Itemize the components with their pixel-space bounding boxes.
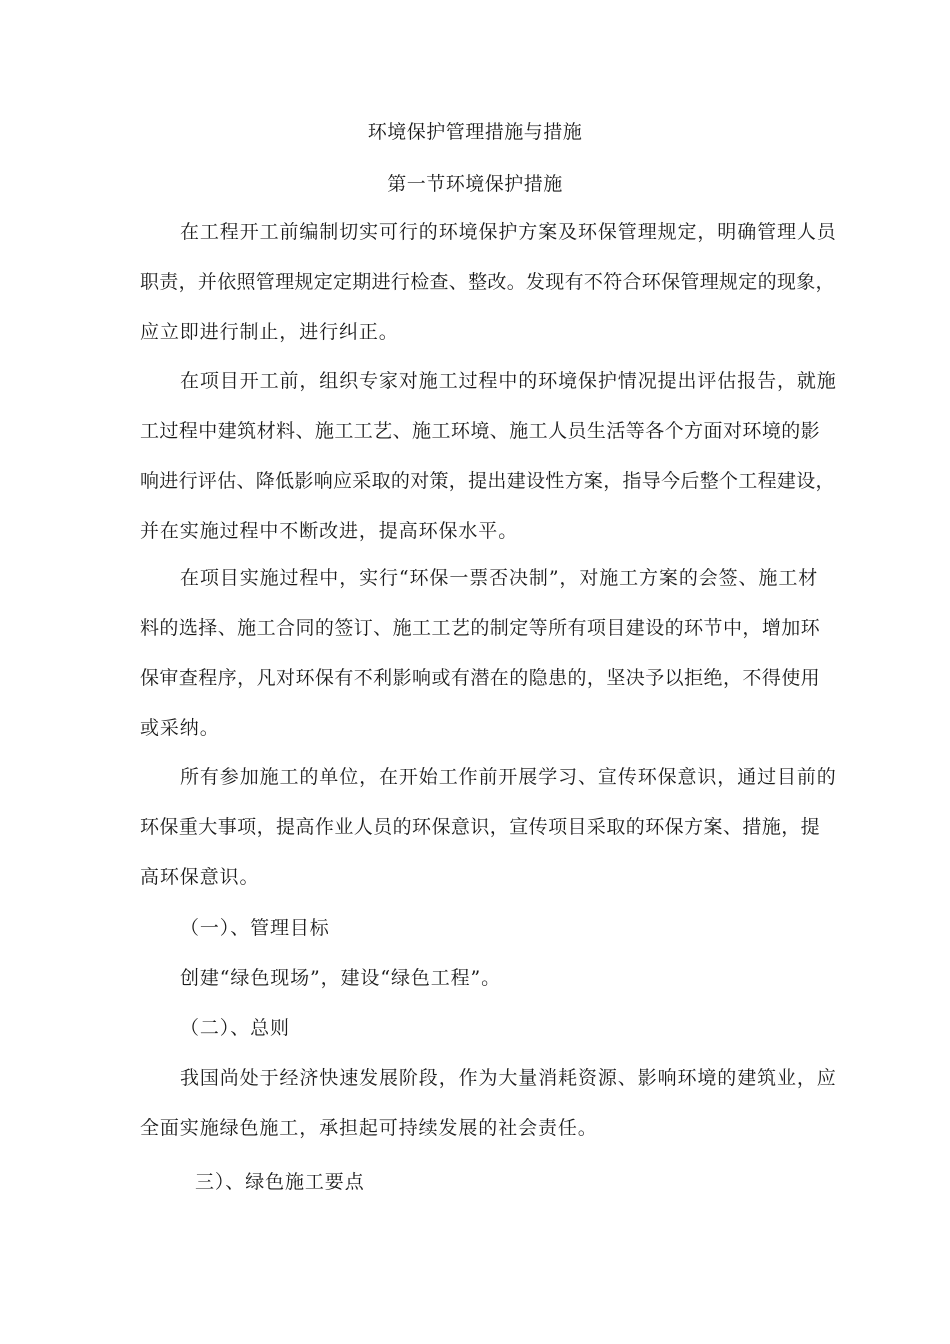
paragraph-line: 工过程中建筑材料、施工工艺、施工环境、施工人员生活等各个方面对环境的影 xyxy=(140,420,820,442)
paragraph-line: 高环保意识。 xyxy=(140,866,260,888)
paragraph-2 xyxy=(140,356,837,556)
paragraph-line: 或采纳。 xyxy=(140,717,220,739)
paragraph-4 xyxy=(140,752,837,902)
paragraph-line: 在项目实施过程中，实行“环保一票否决制”，对施工方案的会签、施工材 xyxy=(180,567,819,589)
subsection-1-text: 创建“绿色现场”，建设“绿色工程”。 xyxy=(180,967,502,989)
paragraph-line: 全面实施绿色施工，承担起可持续发展的社会责任。 xyxy=(140,1117,598,1139)
paragraph-line: 环保重大事项，提高作业人员的环保意识，宣传项目采取的环保方案、措施，提 xyxy=(140,816,820,838)
paragraph-3 xyxy=(140,553,820,753)
paragraph-line: 并在实施过程中不断改进，提高环保水平。 xyxy=(140,520,519,542)
paragraph-line: 料的选择、施工合同的签订、施工工艺的制定等所有项目建设的环节中，增加环 xyxy=(140,617,820,639)
paragraph-5 xyxy=(140,1053,837,1153)
paragraph-line: 应立即进行制止，进行纠正。 xyxy=(140,321,399,343)
section-heading: 第一节环境保护措施 xyxy=(387,173,563,195)
subsection-heading-3: 三）、绿色施工要点 xyxy=(195,1171,365,1193)
paragraph-line: 在工程开工前编制切实可行的环境保护方案及环保管理规定，明确管理人员 xyxy=(180,221,837,243)
subsection-heading-2: （二）、总则 xyxy=(180,1017,290,1039)
paragraph-1 xyxy=(140,207,837,357)
paragraph-line: 响进行评估、降低影响应采取的对策，提出建设性方案，指导今后整个工程建设， xyxy=(140,470,835,492)
paragraph-line: 在项目开工前，组织专家对施工过程中的环境保护情况提出评估报告，就施 xyxy=(180,370,837,392)
subsection-heading-1: （一）、管理目标 xyxy=(180,917,330,939)
paragraph-line: 我国尚处于经济快速发展阶段，作为大量消耗资源、影响环境的建筑业，应 xyxy=(180,1067,837,1089)
document-title: 环境保护管理措施与措施 xyxy=(367,121,583,143)
paragraph-line: 保审查程序，凡对环保有不利影响或有潜在的隐患的，坚决予以拒绝，不得使用 xyxy=(140,667,820,689)
paragraph-line: 所有参加施工的单位，在开始工作前开展学习、宣传环保意识，通过目前的 xyxy=(180,766,837,788)
paragraph-line: 职责，并依照管理规定定期进行检查、整改。发现有不符合环保管理规定的现象， xyxy=(140,271,835,293)
